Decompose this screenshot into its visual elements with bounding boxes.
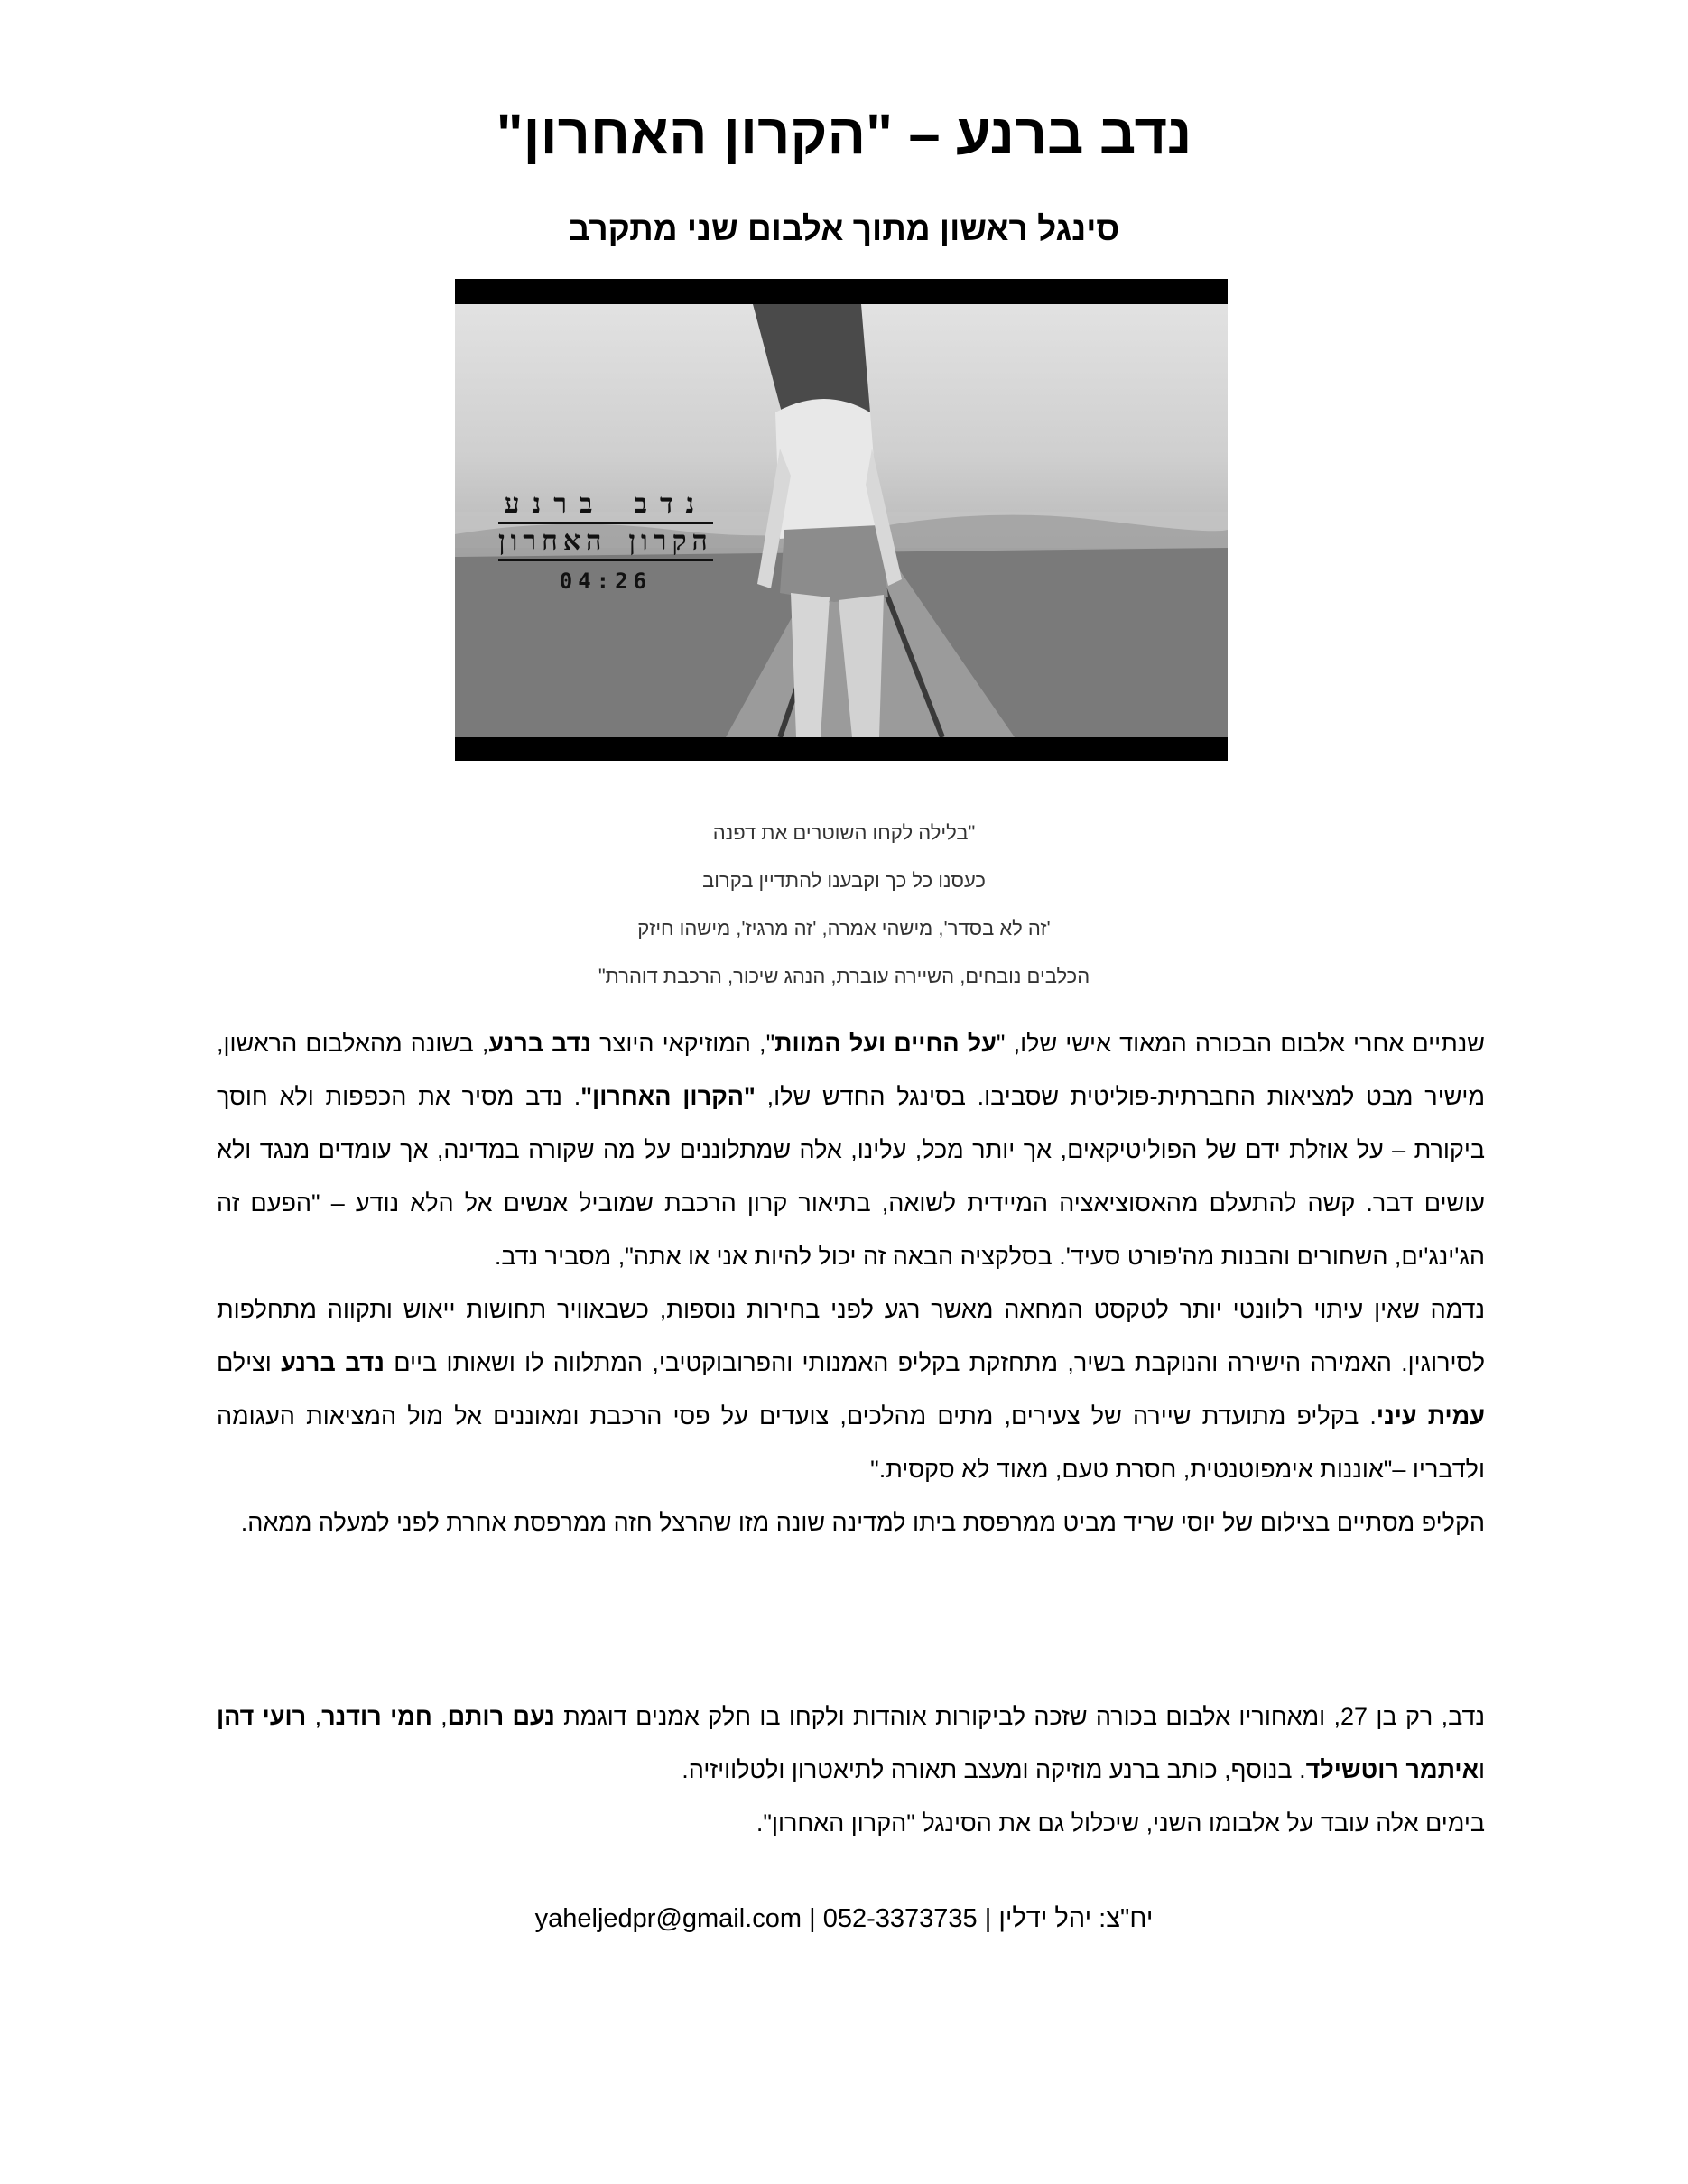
contact-label: יח"צ: יהל ידלין — [998, 1904, 1154, 1933]
text-run: , בשונה מהאלבום הראשון, מישיר מבט למציאות החברתית-פוליטית שסביבו. בסינגל החדש שלו, — [217, 1030, 1485, 1110]
overlay-divider — [498, 559, 713, 561]
text-run: . נדב מסיר את הכפפות ולא חוסך ביקורת – על אוזלת ידם של הפוליטיקאים, אך יותר מכל, עלינו, אלה שמתלוננים על מה שקורה במדינה, אך עומדים מנגד ולא עושים דבר. קשה להתעלם מהאסוציאציה המיידית לשואה, בתיאור קרון הרכבת שמוביל אנשים אל הלא נודע – "הפעם זה הג'ינג'ים, השחורים והבנות מה'פורט סעיד'. בסלקציה הבאה זה יכול להיות אני או אתה", מסביר נדב. — [217, 1083, 1485, 1270]
overlay-duration: 04:26 — [559, 569, 652, 594]
paragraph — [217, 1283, 1485, 1496]
video-still — [455, 279, 1228, 761]
video-title-overlay — [498, 489, 713, 599]
text-run: נדמה שאין עיתוי רלוונטי יותר לטקסט המחאה מאשר רגע לפני בחירות נוספות, כשבאוויר תחושות ייאוש ותקווה מתחלפות לסירוגין. האמירה הישירה והנוקבת בשיר, מתחזקת בקליפ האמנותי והפרובוקטיבי, המתלווה לו ושאותו ביים — [217, 1296, 1485, 1376]
text-run: וצילם — [217, 1349, 282, 1376]
paragraph: הקליפ מסתיים בצילום של יוסי שריד מביט ממרפסת ביתו למדינה שונה מזו שהרצל חזה ממרפסת אחרת לפני למעלה ממאה. — [240, 1509, 1485, 1536]
contact-phone: 052-3373735 — [822, 1904, 978, 1933]
article-body — [217, 1017, 1485, 1550]
separator: | — [984, 1904, 992, 1933]
bold-artist-name: איתמר רוטשילד — [1305, 1756, 1479, 1783]
bold-director-name: נדב ברנע — [281, 1349, 385, 1376]
lyrics-quote — [0, 809, 1688, 1000]
bold-album-title: על החיים ועל המוות — [774, 1030, 997, 1057]
bold-artist-name: חמי רודנר — [321, 1703, 432, 1730]
bold-song-title: "הקרון האחרון" — [580, 1083, 756, 1110]
paragraph — [217, 1017, 1485, 1283]
overlay-artist: נדב ברנע — [504, 488, 708, 520]
text-run: , — [431, 1703, 448, 1730]
text-run: שנתיים אחרי אלבום הבכורה המאוד אישי שלו, " — [996, 1030, 1485, 1057]
text-run: , — [306, 1703, 322, 1730]
overlay-song: הקרון האחרון — [498, 525, 713, 557]
page-subtitle: סינגל ראשון מתוך אלבום שני מתקרב — [568, 210, 1120, 247]
contact-email: yaheljedpr@gmail.com — [534, 1904, 802, 1933]
paragraph: בימים אלה עובד על אלבומו השני, שיכלול גם את הסינגל "הקרון האחרון". — [756, 1809, 1485, 1837]
overlay-divider — [498, 522, 713, 524]
pr-contact-line — [0, 1904, 1688, 1934]
bold-photographer-name: עמית עיני — [1376, 1402, 1485, 1430]
bold-artist-name: רועי דהן — [217, 1703, 307, 1730]
text-run: . בנוסף, כותב ברנע מוזיקה ומעצב תאורה לתיאטרון ולטלוויזיה. — [682, 1756, 1306, 1783]
text-run: ו — [1478, 1756, 1485, 1783]
bold-artist-name: נעם רותם — [447, 1703, 555, 1730]
lyrics-line: "בלילה לקחו השוטרים את דפנה — [712, 821, 976, 844]
text-run: ", המוזיקאי היוצר — [591, 1030, 775, 1057]
lyrics-line: כעסנו כל כך וקבענו להתדיין בקרוב — [702, 869, 986, 892]
text-run: נדב, רק בן 27, ומאחוריו אלבום בכורה שזכה לביקורות אוהדות ולקחו בו חלק אמנים דוגמת — [554, 1703, 1485, 1730]
bold-artist-name: נדב ברנע — [488, 1030, 592, 1057]
paragraph — [217, 1690, 1485, 1797]
separator: | — [809, 1904, 816, 1933]
video-frame — [455, 304, 1228, 737]
lyrics-line: הכלבים נובחים, השיירה עוברת, הנהג שיכור, הרכבת דוהרת" — [598, 965, 1090, 987]
lyrics-line: 'זה לא בסדר', מישהי אמרה, 'זה מרגיז', מישהו חיזק — [637, 917, 1051, 939]
artist-bio — [217, 1690, 1485, 1850]
text-run: . בקליפ מתועדת שיירה של צעירים, מתים מהלכים, צועדים על פסי הרכבת ומאוננים אל מול המציאות העגומה ולדבריו –"אוננות אימפוטנטית, חסרת טעם, מאוד לא סקסית." — [217, 1402, 1485, 1483]
page-title: נדב ברנע – "הקרון האחרון" — [496, 103, 1192, 166]
